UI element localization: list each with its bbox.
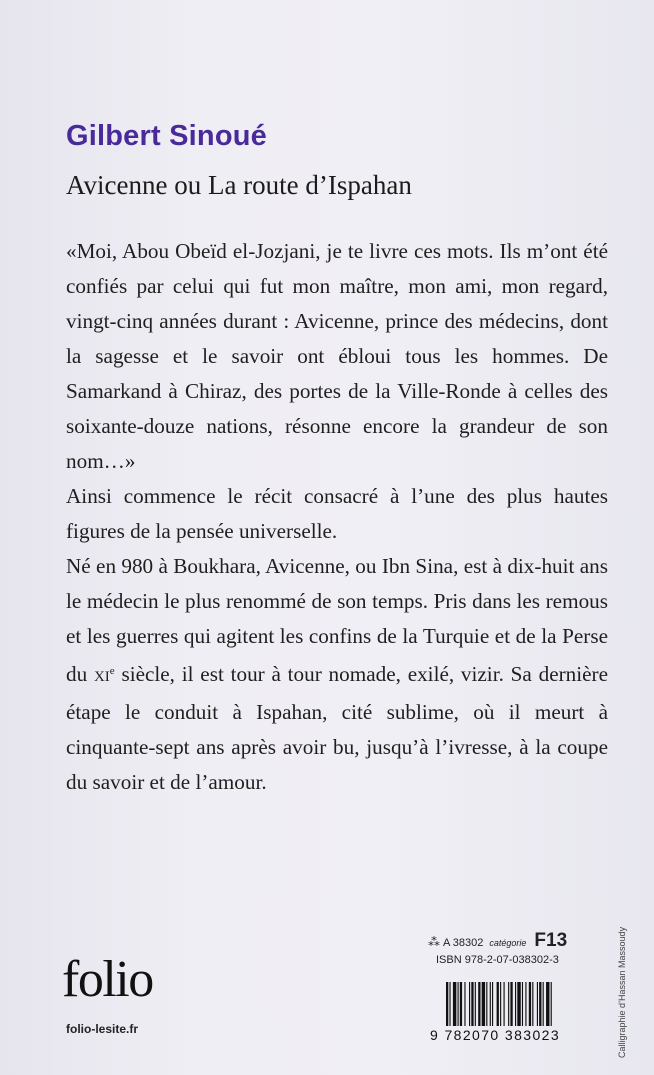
publisher-website: folio-lesite.fr <box>66 1022 139 1036</box>
barcode-bar <box>510 982 512 1026</box>
barcode-bar <box>504 982 505 1026</box>
barcode-bar <box>458 982 459 1026</box>
barcode-bar <box>471 982 473 1026</box>
barcode-digits: 9 782070 383023 <box>430 1027 560 1043</box>
barcode-bar <box>486 982 487 1026</box>
barcode-bar <box>500 982 501 1026</box>
barcode-bar <box>446 982 448 1026</box>
book-title: Avicenne ou La route d’Ispahan <box>66 170 412 200</box>
barcode-bar <box>525 982 526 1026</box>
barcode-bar <box>551 982 552 1026</box>
catalog-line <box>428 930 614 952</box>
barcode-bar <box>490 982 491 1026</box>
category-code: F13 <box>534 930 568 951</box>
barcode-bar <box>478 982 480 1026</box>
barcode-bar <box>537 982 538 1026</box>
author-name: Gilbert Sinoué <box>66 120 267 152</box>
blurb-intro: Ainsi commence le récit consacré à l’une des plus hautes figures de la pensée universelle. <box>66 484 608 543</box>
barcode-bar <box>469 982 470 1026</box>
barcode-bar <box>449 982 450 1026</box>
barcode-bar <box>543 982 544 1026</box>
century-superscript: e <box>109 665 115 677</box>
blurb-summary-end: siècle, il est tour à tour nomade, exilé, vizir. Sa dernière étape le conduit à Ispahan, cité sublime, où il meurt à cinquante-sept ans après avoir bu, jusqu’à l’ivresse, à la coupe du savoir et de l’amour. <box>66 662 609 794</box>
barcode-bar <box>460 982 462 1026</box>
barcode-bar <box>464 982 465 1026</box>
barcode-bar <box>492 982 493 1026</box>
barcode-icon <box>446 982 606 1026</box>
catalog-code: A 38302 <box>443 937 484 949</box>
blurb <box>66 234 608 800</box>
blurb-quote: «Moi, Abou Obeïd el-Jozjani, je te livre ces mots. Ils m’ont été confiés par celui qui fut mon maître, mon ami, mon regard, vingt-cinq années durant : Avicenne, prince des médecins, dont la sagesse et le savoir ont ébloui tous les hommes. De Samarkand à Chiraz, des portes de la Ville-Ronde à celles des soixante-douze nations, résonne encore la grandeur de son nom…» <box>66 239 608 473</box>
barcode-bar <box>522 982 523 1026</box>
barcode-bar <box>546 982 549 1026</box>
century-numeral: XI <box>93 669 110 685</box>
blurb-summary-start: Né en 980 à Boukhara, Avicenne, ou Ibn Sina, est à dix-huit ans le médecin le plus renommé de son temps. Pris dans les remous et les guerres qui agitent les confins de la Turquie et de la Perse du <box>66 554 608 686</box>
barcode-bar <box>475 982 476 1026</box>
barcode-bar <box>529 982 531 1026</box>
barcode-bar <box>453 982 456 1026</box>
barcode-bar <box>539 982 541 1026</box>
barcode-bar <box>517 982 520 1026</box>
catalog-codes <box>428 930 614 966</box>
isbn: ISBN 978-2-07-038302-3 <box>436 954 559 966</box>
asterism-icon: ⁂ <box>428 935 440 949</box>
barcode-bar <box>482 982 485 1026</box>
barcode-bar <box>532 982 533 1026</box>
barcode-bar <box>497 982 499 1026</box>
calligraphy-credit: Calligraphie d’Hassan Massoudy <box>617 926 627 1058</box>
folio-logo: folio <box>62 951 153 1008</box>
category-label: catégorie <box>489 938 527 948</box>
barcode-bar <box>508 982 509 1026</box>
barcode-bar <box>515 982 516 1026</box>
blurb-summary <box>66 549 608 800</box>
